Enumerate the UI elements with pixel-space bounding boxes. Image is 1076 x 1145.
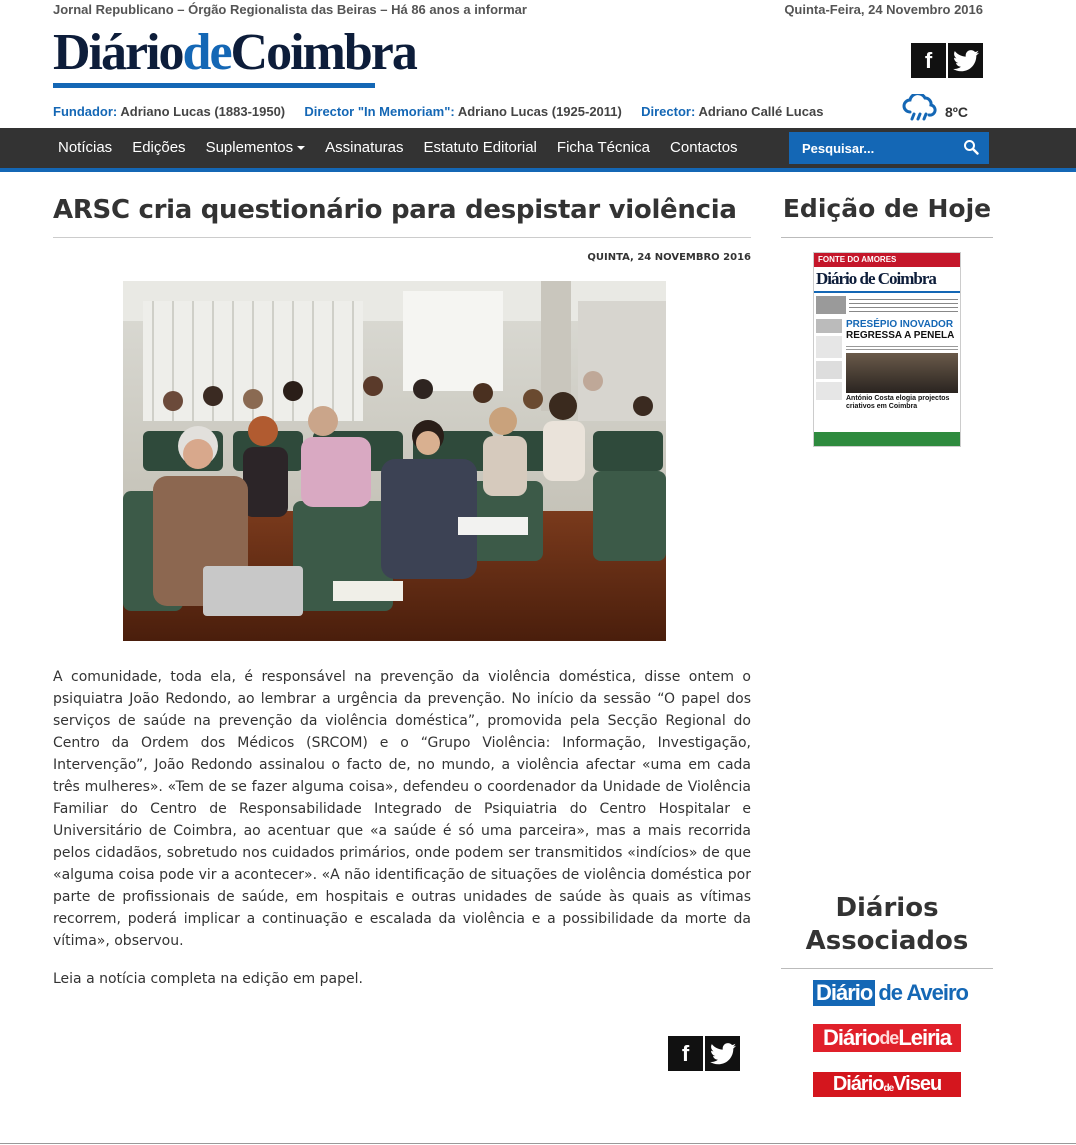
leiria-logo-name: Leiria [898,1025,952,1050]
director-memoriam-label: Director "In Memoriam": [304,104,455,119]
leiria-logo-de: de [879,1027,899,1048]
associated-title [781,892,993,958]
nav-underline [0,168,1076,172]
associated-title-line2: Associados [805,926,969,956]
logo-word-de: de [182,24,231,81]
social-links-top [911,43,983,78]
aveiro-logo-name: de Aveiro [878,980,968,1005]
founder-label: Fundador: [53,104,118,119]
chevron-down-icon [297,146,305,150]
weather-widget [902,94,982,124]
conference-photo [123,281,666,641]
associated-title-line1: Diários [835,893,939,923]
viseu-logo-name: Viseu [893,1073,942,1095]
viseu-logo-diario: Diário [832,1073,884,1095]
cover-logo: Diário de Coimbra [814,267,960,293]
search-icon[interactable] [963,139,979,155]
nav-item-contactos[interactable]: Contactos [670,139,738,156]
title-divider [53,237,751,238]
today-edition-divider [781,237,993,238]
cover-headline-2: REGRESSA A PENELA [846,330,955,341]
search-input[interactable] [789,132,959,164]
today-edition-cover[interactable] [813,252,961,447]
twitter-icon[interactable] [948,43,983,78]
article-body: A comunidade, toda ela, é responsável na prevenção da violência doméstica, disse ontem o psiquiatra João Redondo, ao lembrar a urgência da prevenção. No início da sessão “O papel dos serviços de saúde na prevenção da violência doméstica”, promovida pela Secção Regional do Centro da Ordem dos Médicos (SRCOM) e o “Grupo Violência: Informação, Investigação, Intervenção”, João Redondo assinalou o facto de, no mundo, a violência afectar «uma em cada três mulheres». «Tem de se fazer alguma coisa», defendeu o coordenador da Unidade de Violência Familiar do Centro de Responsabilidade Integrado de Psiquiatria do Centro Hospitalar e Universitário de Coimbra, ao acentuar que «a saúde é só uma parceira», mas a mais recorrida pelos cidadãos, sobretudo nos cuidados primários, onde podem ser transmitidos «indícios» de que «alguma coisa pode vir a acontecer». «A não identificação de situações de violência doméstica por parte de profissionais de saúde, em hospitais e outras unidades de saúde às quais as vítimas recorrem, poderá implicar a continuação e escalada da violência e a possibilidade da morte da vítima», observou. [53,669,751,949]
nav-item-estatuto-editorial[interactable]: Estatuto Editorial [423,139,537,156]
diario-viseu-logo[interactable] [813,1072,961,1097]
viseu-logo-de: de [883,1083,894,1094]
logo-word-diario: Diário [53,24,183,81]
article-title: ARSC cria questionário para despistar violência [53,195,737,225]
search-box [789,132,989,164]
header-date: Quinta-Feira, 24 Novembro 2016 [784,2,983,17]
cover-header: FONTE DO AMORES [814,253,960,267]
diario-leiria-logo[interactable] [813,1024,961,1052]
leiria-logo-diario: Diário [822,1025,880,1050]
tagline: Jornal Republicano – Órgão Regionalista das Beiras – Há 86 anos a informar [53,2,527,17]
twitter-share-icon[interactable] [705,1036,740,1071]
logo-word-coimbra: Coimbra [230,24,416,81]
director-label: Director: [641,104,696,119]
read-more-note: Leia a notícia completa na edição em papel. [53,971,363,987]
facebook-icon[interactable]: f [911,43,946,78]
aveiro-logo-diario: Diário [813,980,875,1006]
nav-item-suplementos[interactable] [196,128,316,168]
nav-item-suplementos-label: Suplementos [205,139,294,156]
logo-underline [53,83,375,88]
article-date: QUINTA, 24 NOVEMBRO 2016 [587,252,751,263]
facebook-share-icon[interactable]: f [668,1036,703,1071]
social-share-bottom [668,1036,740,1071]
diario-aveiro-logo[interactable] [813,979,968,1007]
cloud-rain-icon [902,94,938,124]
cover-headline-1: PRESÉPIO INOVADOR [846,319,954,330]
director-name: Adriano Callé Lucas [698,104,824,119]
associated-divider [781,968,993,969]
nav-item-ficha-tecnica[interactable]: Ficha Técnica [556,139,651,156]
top-bar [53,2,983,20]
site-logo[interactable] [53,24,416,88]
nav-item-edicoes[interactable]: Edições [132,139,186,156]
nav-item-noticias[interactable]: Notícias [58,139,113,156]
staff-line [53,104,823,119]
article-photo [123,281,666,641]
nav-item-assinaturas[interactable]: Assinaturas [325,139,404,156]
temperature: 8ºC [945,104,969,120]
director-memoriam-name: Adriano Lucas (1925-2011) [457,104,622,119]
founder-name: Adriano Lucas (1883-1950) [120,104,286,119]
cover-headline-3: António Costa elogia projectos criativos em Coimbra [846,395,950,410]
page-bottom-divider [0,1143,1076,1144]
today-edition-title: Edição de Hoje [782,194,992,223]
